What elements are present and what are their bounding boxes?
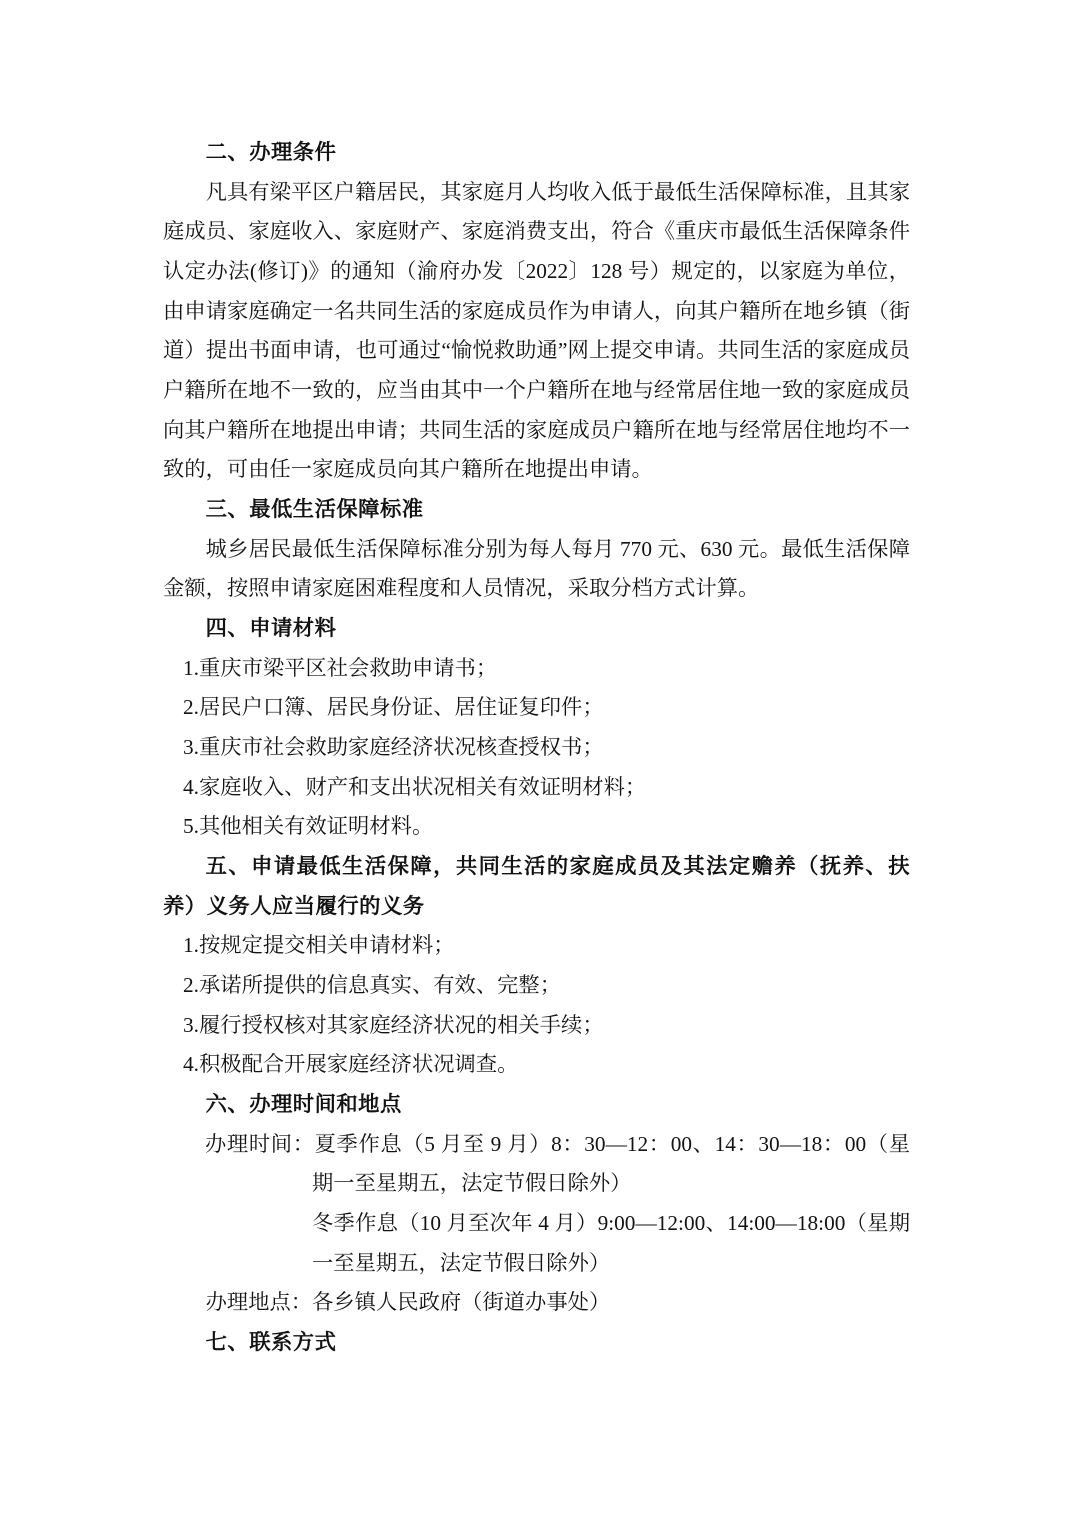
heading-allowance-standard: 三、最低生活保障标准 [205,497,424,522]
material-item-4: 4.家庭收入、财产和支出状况相关有效证明材料； [183,774,647,799]
office-hours-winter: 冬季作息（10 月至次年 4 月）9:00—12:00、14:00—18:00（星期一至星期五，法定节假日除外） [312,1211,910,1275]
heading-contact: 七、联系方式 [205,1330,337,1355]
obligation-item-1: 1.按规定提交相关申请材料； [183,933,455,958]
office-hours-summer-text: 夏季作息（5 月至 9 月）8：30—12：00、14：30—18：00（星期一至星期五，法定节假日除外） [312,1131,910,1196]
material-item-5: 5.其他相关有效证明材料。 [183,814,434,839]
office-location: 办理地点：各乡镇人民政府（街道办事处） [205,1290,611,1315]
heading-application-materials: 四、申请材料 [205,616,337,641]
heading-processing-conditions: 二、办理条件 [205,140,337,164]
material-item-1: 1.重庆市梁平区社会救助申请书； [183,655,498,680]
obligation-item-4: 4.积极配合开展家庭经济状况调查。 [183,1052,519,1077]
document-body [163,133,910,1363]
para-allowance-standard: 城乡居民最低生活保障标准分别为每人每月 770 元、630 元。最低生活保障金额，按照申请家庭困难程度和人员情况，采取分档方式计算。 [163,536,910,601]
material-item-2: 2.居民户口簿、居民身份证、居住证复印件； [183,695,604,720]
heading-time-and-place: 六、办理时间和地点 [205,1092,402,1117]
heading-obligations: 五、申请最低生活保障，共同生活的家庭成员及其法定赡养（抚养、扶养）义务人应当履行的义务 [163,854,910,918]
office-hours-summer [163,1125,910,1204]
obligation-item-3: 3.履行授权核对其家庭经济状况的相关手续； [183,1012,604,1037]
obligation-item-2: 2.承诺所提供的信息真实、有效、完整； [183,973,562,998]
material-item-3: 3.重庆市社会救助家庭经济状况核查授权书； [183,735,604,760]
para-eligibility: 凡具有梁平区户籍居民，其家庭月人均收入低于最低生活保障标准，且其家庭成员、家庭收入、家庭财产、家庭消费支出，符合《重庆市最低生活保障条件认定办法(修订)》的通知（渝府办发〔2022〕128 号）规定的，以家庭为单位，由申请家庭确定一名共同生活的家庭成员作为申请人，向其户籍所在地乡镇（街道）提出书面申请，也可通过“愉悦救助通”网上提交申请。共同生活的家庭成员户籍所在地不一致的，应当由其中一个户籍所在地与经常居住地一致的家庭成员向其户籍所在地提出申请；共同生活的家庭成员户籍所在地与经常居住地均不一致的，可由任一家庭成员向其户籍所在地提出申请。 [163,179,910,482]
office-hours-label: 办理时间： [205,1131,315,1156]
